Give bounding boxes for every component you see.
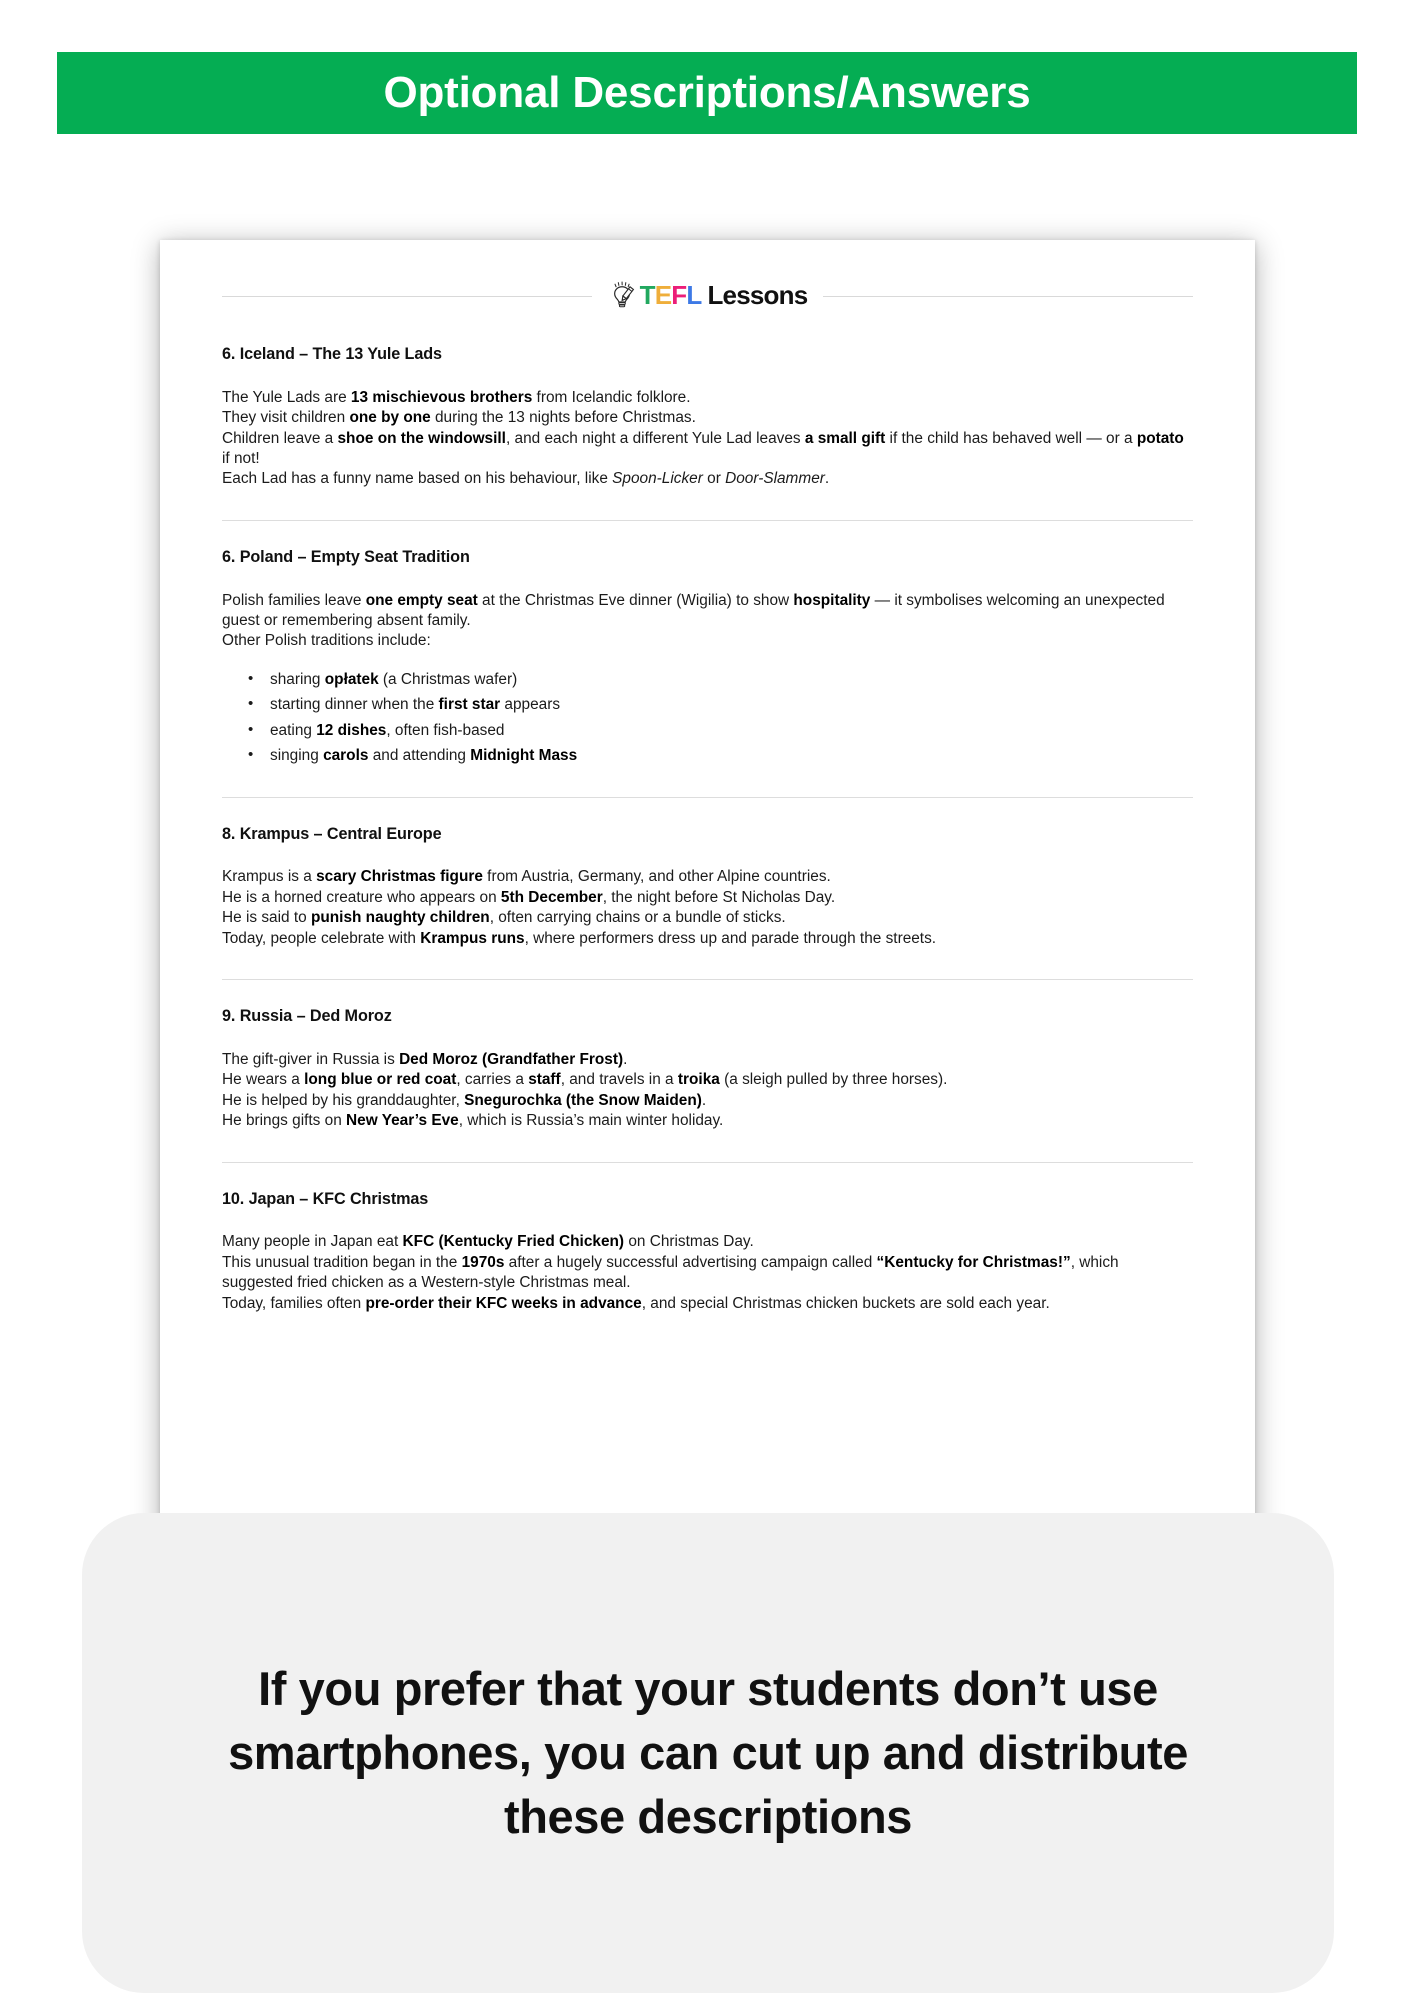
text-run: one empty seat: [365, 591, 478, 609]
text-run: singing: [270, 747, 324, 765]
text-run: after a hugely successful advertising campaign called: [504, 1253, 877, 1271]
logo-rule-left: [222, 296, 592, 297]
text-run: Many people in Japan eat: [222, 1233, 403, 1251]
text-run: during the 13 nights before Christmas.: [430, 409, 696, 427]
text-run: eating: [270, 721, 317, 739]
text-run: at the Christmas Eve dinner (Wigilia) to show: [477, 591, 794, 609]
text-run: troika: [677, 1071, 720, 1089]
text-run: if the child has behaved well — or a: [885, 429, 1137, 447]
text-run: from Icelandic folklore.: [532, 388, 691, 406]
section-heading: 10. Japan – KFC Christmas: [222, 1189, 429, 1208]
text-run: from Austria, Germany, and other Alpine countries.: [482, 868, 831, 886]
logo-letter-e: E: [654, 280, 672, 310]
section-heading: 9. Russia – Ded Moroz: [222, 1007, 392, 1026]
section-paragraph: [222, 867, 1193, 949]
text-run: .: [824, 470, 830, 488]
paragraph-line: [222, 1232, 1193, 1252]
logo-letter-t: T: [639, 280, 655, 310]
text-run: scary Christmas figure: [316, 868, 483, 886]
text-run: carols: [323, 747, 369, 765]
text-run: on Christmas Day.: [624, 1233, 754, 1251]
text-run: Other Polish traditions include:: [222, 632, 431, 650]
callout-text: If you prefer that your students don’t use smartphones, you can cut up and distribute these descriptions: [228, 1662, 1188, 1843]
text-run: Polish families leave: [222, 591, 366, 609]
text-run: , the night before St Nicholas Day.: [602, 888, 836, 906]
paragraph-line: [222, 429, 1193, 470]
text-run: , which suggested fried chicken as a Western-style Christmas meal.: [222, 1253, 1119, 1292]
text-run: He is a horned creature who appears on: [222, 888, 501, 906]
text-run: shoe on the windowsill: [337, 429, 506, 447]
text-run: , often carrying chains or a bundle of sticks.: [489, 909, 786, 927]
brand-logo: [222, 280, 1193, 310]
document-section: [222, 1189, 1193, 1314]
paragraph-line: [222, 469, 1193, 489]
list-item: [270, 721, 1193, 741]
text-run: sharing: [270, 670, 325, 688]
document-card: [160, 240, 1255, 1560]
document-section: [222, 547, 1193, 767]
text-run: one by one: [349, 409, 431, 427]
document-section: [222, 344, 1193, 490]
text-run: They visit children: [222, 409, 350, 427]
text-run: hospitality: [793, 591, 871, 609]
text-run: He is helped by his granddaughter,: [222, 1091, 465, 1109]
paragraph-line: [222, 888, 1193, 908]
logo-letter-f: F: [671, 280, 687, 310]
text-run: 13 mischievous brothers: [350, 388, 533, 406]
text-run: long blue or red coat: [304, 1071, 457, 1089]
text-run: starting dinner when the: [270, 696, 439, 714]
text-run: This unusual tradition began in the: [222, 1253, 462, 1271]
lightbulb-pencil-icon: [608, 280, 638, 310]
list-item: [270, 695, 1193, 715]
text-run: a small gift: [804, 429, 886, 447]
section-paragraph: [222, 1050, 1193, 1132]
text-run: , and each night a different Yule Lad leaves: [505, 429, 805, 447]
section-paragraph: [222, 388, 1193, 490]
section-paragraph: [222, 591, 1193, 652]
paragraph-line: [222, 388, 1193, 408]
paragraph-line: [222, 1253, 1193, 1294]
text-run: New Year’s Eve: [346, 1112, 459, 1130]
paragraph-line: [222, 867, 1193, 887]
text-run: Today, families often: [222, 1294, 366, 1312]
section-divider: [222, 797, 1193, 798]
text-run: “Kentucky for Christmas!”: [876, 1253, 1071, 1271]
text-run: Snegurochka (the Snow Maiden): [464, 1091, 702, 1109]
logo-block: [592, 280, 824, 310]
text-run: (a sleigh pulled by three horses).: [719, 1071, 948, 1089]
logo-word-lessons: Lessons: [707, 280, 808, 310]
section-divider: [222, 1162, 1193, 1163]
logo-rule-right: [823, 296, 1193, 297]
list-item: [270, 670, 1193, 690]
text-run: Children leave a: [222, 429, 338, 447]
text-run: Krampus runs: [420, 929, 525, 947]
text-run: Today, people celebrate with: [222, 929, 421, 947]
paragraph-line: [222, 929, 1193, 949]
text-run: first star: [438, 696, 501, 714]
callout-overlay: [82, 1513, 1334, 1993]
text-run: and attending: [368, 747, 471, 765]
text-run: 12 dishes: [316, 721, 387, 739]
section-heading: 6. Poland – Empty Seat Tradition: [222, 547, 470, 566]
text-run: Midnight Mass: [470, 747, 578, 765]
text-run: Spoon-Licker: [612, 470, 703, 488]
logo-letter-l: L: [686, 280, 702, 310]
paragraph-line: [222, 1050, 1193, 1070]
section-divider: [222, 979, 1193, 980]
paragraph-line: [222, 1070, 1193, 1090]
text-run: potato: [1136, 429, 1184, 447]
text-run: , and special Christmas chicken buckets are sold each year.: [641, 1294, 1050, 1312]
text-run: , which is Russia’s main winter holiday.: [458, 1112, 724, 1130]
document-section: [222, 1006, 1193, 1131]
paragraph-line: [222, 1091, 1193, 1111]
document-body: [222, 344, 1193, 1314]
text-run: , where performers dress up and parade through the streets.: [524, 929, 937, 947]
text-run: The Yule Lads are: [222, 388, 351, 406]
list-item: [270, 746, 1193, 766]
text-run: if not!: [222, 450, 260, 467]
text-run: .: [701, 1091, 707, 1109]
paragraph-line: [222, 591, 1193, 632]
paragraph-line: [222, 1294, 1193, 1314]
text-run: 1970s: [461, 1253, 505, 1271]
text-run: He is said to: [222, 909, 311, 927]
section-paragraph: [222, 1232, 1193, 1314]
paragraph-line: [222, 631, 1193, 651]
text-run: He brings gifts on: [222, 1112, 347, 1130]
text-run: 5th December: [500, 888, 603, 906]
text-run: The gift-giver in Russia is: [222, 1050, 400, 1068]
document-section: [222, 824, 1193, 949]
paragraph-line: [222, 408, 1193, 428]
page-title: Optional Descriptions/Answers: [383, 68, 1031, 117]
text-run: appears: [500, 696, 561, 714]
bullet-list: [222, 670, 1193, 767]
text-run: staff: [528, 1071, 561, 1089]
text-run: He wears a: [222, 1071, 305, 1089]
text-run: Krampus is a: [222, 868, 317, 886]
text-run: Door-Slammer: [725, 470, 825, 488]
text-run: , and travels in a: [560, 1071, 678, 1089]
text-run: or: [702, 470, 726, 488]
text-run: KFC (Kentucky Fried Chicken): [402, 1233, 625, 1251]
text-run: .: [623, 1050, 628, 1068]
text-run: , often fish-based: [386, 721, 505, 739]
text-run: , carries a: [456, 1071, 529, 1089]
section-divider: [222, 520, 1193, 521]
text-run: punish naughty children: [310, 909, 490, 927]
banner: [57, 52, 1357, 134]
section-heading: 8. Krampus – Central Europe: [222, 824, 442, 843]
text-run: opłatek: [324, 670, 379, 688]
paragraph-line: [222, 908, 1193, 928]
section-heading: 6. Iceland – The 13 Yule Lads: [222, 345, 442, 363]
text-run: pre-order their KFC weeks in advance: [365, 1294, 642, 1312]
text-run: (a Christmas wafer): [378, 670, 518, 688]
text-run: Each Lad has a funny name based on his behaviour, like: [222, 470, 613, 488]
paragraph-line: [222, 1111, 1193, 1131]
text-run: Ded Moroz (Grandfather Frost): [399, 1050, 624, 1068]
text-run: — it symbolises welcoming an unexpected guest or remembering absent family.: [222, 591, 1165, 629]
